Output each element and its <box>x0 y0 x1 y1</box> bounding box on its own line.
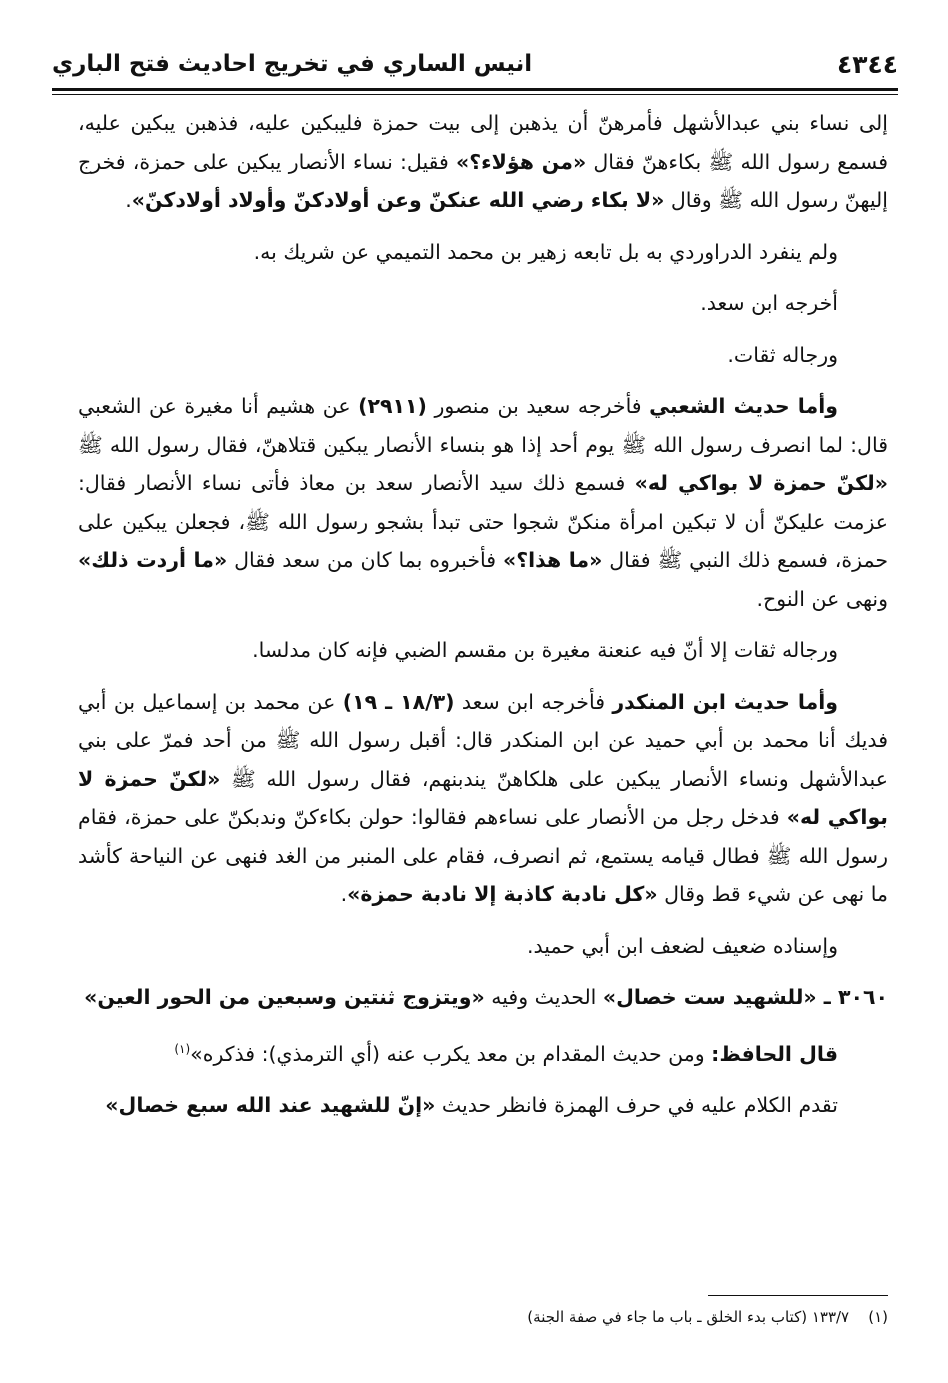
text-segment: أخرجه ابن سعد. <box>700 291 838 315</box>
paragraph <box>78 233 888 272</box>
text-segment: فأخبروه بما كان من سعد فقال <box>227 548 503 572</box>
paragraph <box>78 683 888 914</box>
paragraph <box>78 1030 888 1073</box>
paragraph <box>78 387 888 618</box>
footnote-reference: (١) <box>174 1041 191 1056</box>
bold-text: «لا بكاء رضي الله عنكنّ وعن أولادكنّ وأولاد أولادكنّ» <box>131 188 665 212</box>
book-title: انيس الساري في تخريج احاديث فتح الباري <box>52 51 533 77</box>
paragraph <box>78 336 888 375</box>
bold-text: «ما هذا؟» <box>502 548 603 572</box>
paragraph <box>78 284 888 323</box>
bold-text: (٢٩١١) <box>358 394 427 418</box>
text-segment: ولم ينفرد الدراوردي به بل تابعه زهير بن محمد التميمي عن شريك به. <box>253 239 838 264</box>
paragraph <box>78 104 888 220</box>
text-segment: ومن حديث المقدام بن معد يكرب عنه (أي الترمذي): فذكره» <box>190 1041 712 1066</box>
text-segment: الحديث وفيه <box>484 985 603 1009</box>
paragraph <box>78 631 888 670</box>
text-segment: فدخل رجل من الأنصار على نساءهم فقالوا: حولن بكاءكنّ وندبكنّ على حمزة، فقام رسول الله ﷺ فطال قيامه يستمع، ثم انصرف، فقام على المنبر من الغد فنهى عن النياحة كأشد ما نهى عن شيء قط وقال <box>78 805 888 906</box>
bold-text: «إنّ للشهيد عند الله سبع خصال» <box>105 1092 436 1117</box>
text-segment: ورجاله ثقات. <box>727 342 838 367</box>
text-segment: فسمع ذلك سيد الأنصار سعد بن معاذ فأتى نساء الأنصار فقال: عزمت عليكنّ أن لا تبكين امرأة منكنّ شجوا حتى تبدأ بشجو رسول الله ﷺ، فجعلن يبكين على حمزة، فسمع ذلك النبي ﷺ فقال <box>78 471 888 572</box>
bold-text: «ويتزوج ثنتين وسبعين من الحور العين» <box>84 985 485 1009</box>
footnote-marker: (١) <box>868 1308 888 1326</box>
text-segment: فأخرجه ابن سعد <box>454 689 613 714</box>
text-segment: ونهى عن النوح. <box>756 586 888 611</box>
bold-text: وأما حديث الشعبي <box>649 394 838 418</box>
text-segment: فقيل: نساء الأنصار يبكين على حمزة، فخرج إليهنّ رسول الله ﷺ وقال <box>78 149 888 212</box>
footnote <box>78 1306 888 1328</box>
footnote-text: ١٣٣/٧ (كتاب بدء الخلق ـ باب ما جاء في صفة الجنة) <box>527 1308 850 1326</box>
bold-text: «لكنّ حمزة لا بواكي له» <box>78 766 888 829</box>
bold-text: «ما أردت ذلك» <box>78 548 228 572</box>
running-header <box>52 40 898 91</box>
text-segment: وإسناده ضعيف لضعف ابن أبي حميد. <box>527 933 838 958</box>
paragraph <box>78 978 888 1017</box>
bold-text: ٣٠٦٠ ـ «للشهيد ست خصال» <box>602 985 888 1009</box>
text-segment: . <box>340 882 348 906</box>
bold-text: (١٨/٣ ـ ١٩) <box>342 689 455 714</box>
bold-text: «من هؤلاء؟» <box>456 149 587 174</box>
text-segment: إلى نساء بني عبدالأشهل فأمرهنّ أن يذهبن إلى بيت حمزة فليبكين عليه، فذهبن يبكين عليه، فسمع رسول الله ﷺ بكاءهنّ فقال <box>78 111 888 174</box>
paragraph <box>78 927 888 966</box>
bold-text: قال الحافظ: <box>711 1041 838 1066</box>
text-segment: ورجاله ثقات إلا أنّ فيه عنعنة مغيرة بن مقسم الضبي فإنه كان مدلسا. <box>252 638 838 662</box>
bold-text: «لكنّ حمزة لا بواكي له» <box>634 471 888 495</box>
text-segment: فأخرجه سعيد بن منصور <box>426 394 650 418</box>
bold-text: «كل نادبة كاذبة إلا نادبة حمزة» <box>347 882 658 906</box>
text-segment: . <box>125 188 132 212</box>
bold-text: وأما حديث ابن المنكدر <box>612 689 839 714</box>
text-segment: تقدم الكلام عليه في حرف الهمزة فانظر حديث <box>435 1092 838 1117</box>
footnote-separator <box>708 1295 888 1296</box>
text-segment: عن محمد بن إسماعيل بن أبي فديك أنا محمد بن أبي حميد عن ابن المنكدر قال: أقبل رسول الله ﷺ من أحد فمرّ على بني عبدالأشهل ونساء الأنصار يبكين على هلكاهنّ يندبنهم، فقال رسول الله ﷺ <box>78 689 888 791</box>
main-text <box>78 104 888 1137</box>
text-segment: عن هشيم أنا مغيرة عن الشعبي قال: لما انصرف رسول الله ﷺ يوم أحد إذا هو بنساء الأنصار يبكين قتلاهنّ، فقال رسول الله ﷺ <box>78 394 888 457</box>
paragraph <box>78 1086 888 1125</box>
page-number: ٤٣٤٤ <box>836 49 898 79</box>
